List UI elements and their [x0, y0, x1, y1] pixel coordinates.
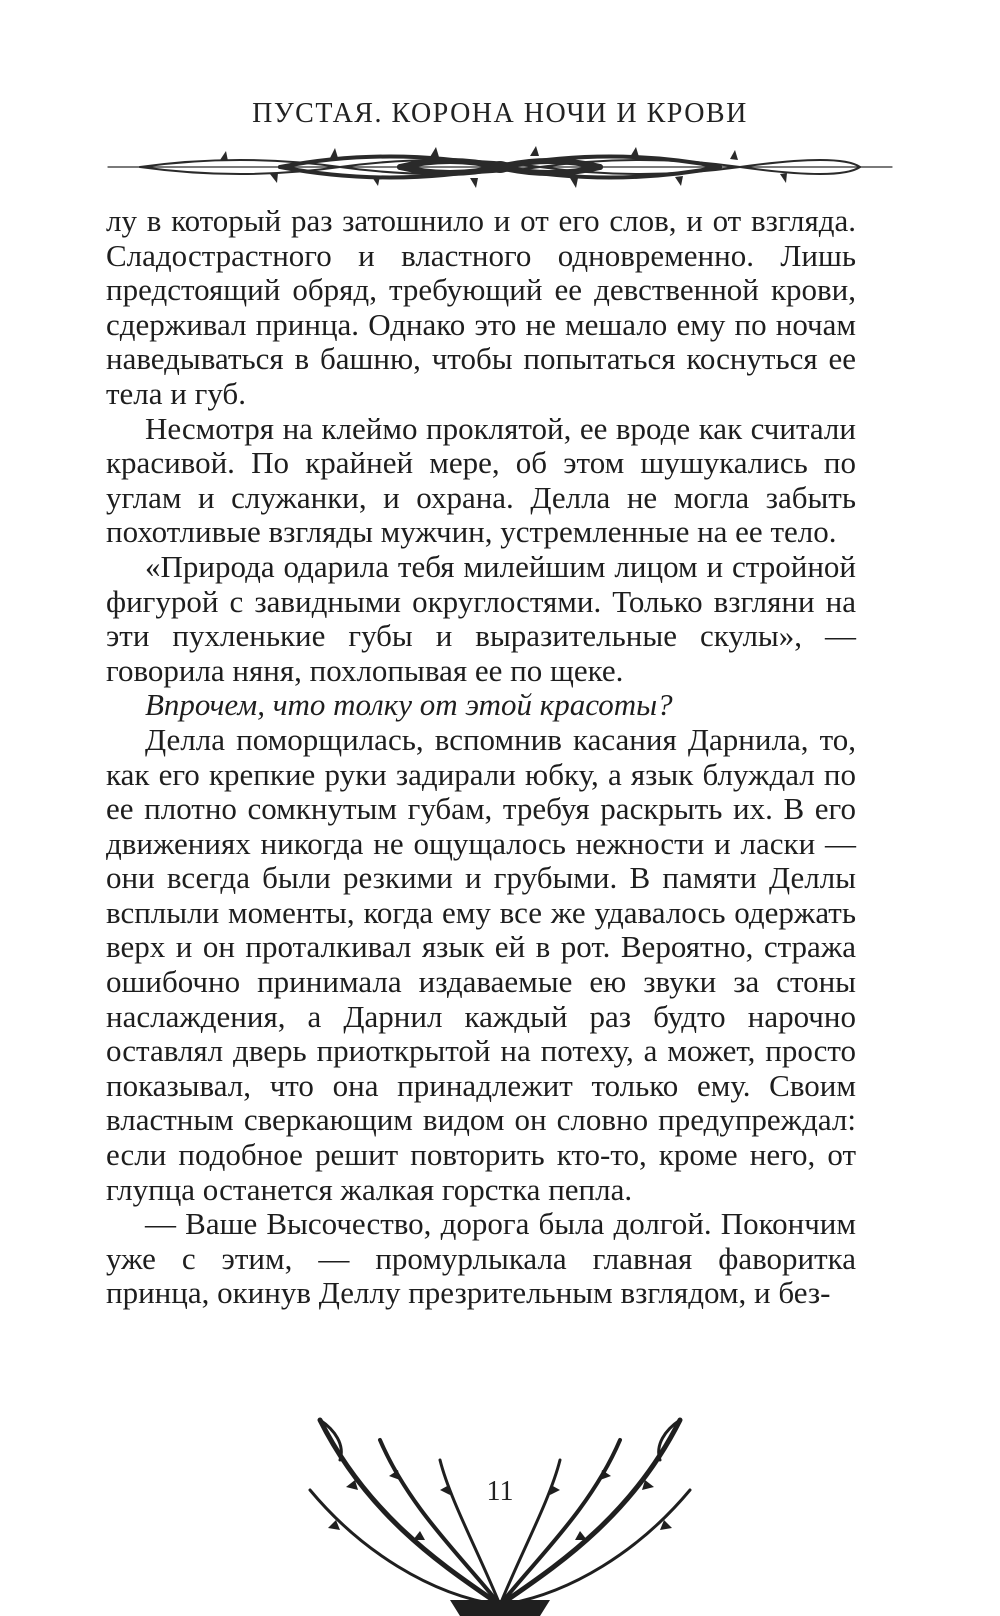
thorn-vine-divider-icon — [100, 140, 900, 194]
paragraph: «Природа одарила тебя милейшим лицом и стройной фигурой с завидными округлостями. Только взгляни на эти пухленькие губы и выразительные скулы», — говорила няня, похлопывая ее по щеке. — [106, 548, 856, 688]
paragraph: Несмотря на клеймо проклятой, ее вроде как считали красивой. По крайней мере, об этом шушукались по углам и служанки, и охрана. Делла не могла забыть похотливые взгляды мужчин, устремленные на ее тело. — [106, 410, 856, 550]
paragraph-italic-thought: Впрочем, что толку от этой красоты? — [145, 687, 673, 723]
body-text — [106, 204, 856, 1311]
paragraph-continued: лу в который раз затошнило и от его слов, и от взгляда. Сладострастного и властного одновременно. Лишь предстоящий обряд, требующий ее девственной крови, сдерживал принца. Однако это не мешало ему по ночам наведываться в башню, чтобы попытаться коснуться ее тела и губ. — [106, 203, 856, 411]
paragraph: Делла поморщилась, вспомнив касания Дарнила, то, как его крепкие руки задирали юбку, а язык блуждал по ее плотно сомкнутым губам, требуя раскрыть их. В его движениях никогда не ощущалось нежности и ласки — они всегда были резкими и грубыми. В памяти Деллы всплыли моменты, когда ему все же удавалось одержать верх и он проталкивал язык ей в рот. Вероятно, стража ошибочно принимала издаваемые ею звуки за стоны наслаждения, а Дарнил каждый раз будто нарочно оставлял дверь приоткрытой на потеху, а может, просто показывал, что она принадлежит только ему. Своим властным сверкающим видом он словно предупреждал: если подобное решит повторить кто-то, кроме него, от глупца останется жалкая горстка пепла. — [106, 721, 856, 1207]
paragraph: — Ваше Высочество, дорога была долгой. Покончим уже с этим, — промурлыкала главная фаворитка принца, окинув Деллу презрительным взглядом, и без- — [106, 1206, 856, 1311]
running-head: ПУСТАЯ. КОРОНА НОЧИ И КРОВИ — [252, 98, 748, 129]
thorn-crown-ornament-icon — [300, 1400, 700, 1616]
page-number: 11 — [486, 1476, 514, 1507]
